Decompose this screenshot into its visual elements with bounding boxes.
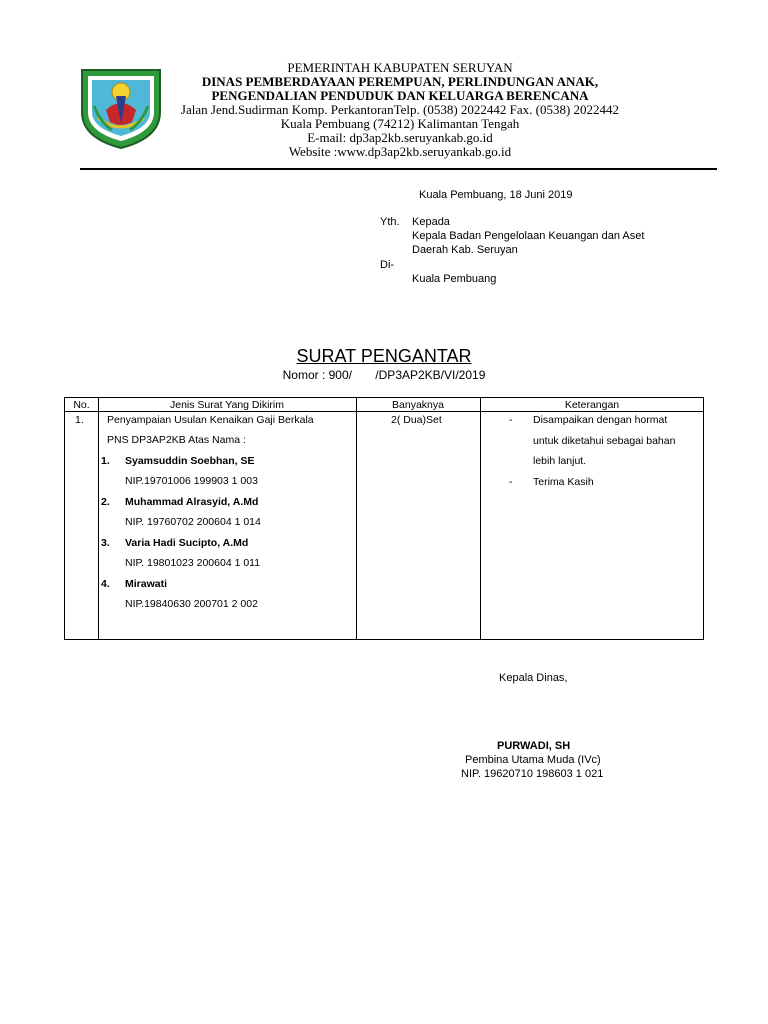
person-number: 4. [101, 578, 110, 590]
letterhead-government: PEMERINTAH KABUPATEN SERUYAN [287, 60, 513, 75]
signature-name: PURWADI, SH [497, 740, 571, 752]
jenis-line1: Penyampaian Usulan Kenaikan Gaji Berkala [107, 414, 314, 426]
letter-title: SURAT PENGANTAR [296, 346, 472, 366]
jenis-line2: PNS DP3AP2KB Atas Nama : [107, 434, 246, 446]
address-recipient-line2: Daerah Kab. Seruyan [412, 244, 518, 256]
letterhead-divider [80, 168, 717, 170]
letterhead-department-line1: DINAS PEMBERDAYAAN PEREMPUAN, PERLINDUNGAN ANAK, [201, 74, 599, 89]
keterangan-dash: - [509, 476, 513, 488]
signature-role: Kepala Dinas, [499, 672, 568, 684]
address-kepada: Kepada [412, 216, 450, 228]
person-name: Muhammad Alrasyid, A.Md [125, 496, 259, 508]
keterangan-line4: Terima Kasih [533, 476, 594, 488]
keterangan-line2: untuk diketahui sebagai bahan [533, 435, 676, 447]
signature-nip: NIP. 19620710 198603 1 021 [461, 768, 604, 780]
person-nip: NIP.19701006 199903 1 003 [125, 475, 258, 487]
dispatch-table [64, 397, 704, 640]
header-keterangan: Keterangan [564, 399, 620, 411]
letter-number: Nomor : 900/ /DP3AP2KB/VI/2019 [282, 368, 486, 382]
letterhead-email: E-mail: dp3ap2kb.seruyankab.go.id [307, 130, 493, 145]
keterangan-line3: lebih lanjut. [533, 455, 587, 467]
address-di: Di- [380, 259, 395, 271]
address-yth: Yth. [380, 216, 400, 228]
person-name: Varia Hadi Sucipto, A.Md [125, 537, 249, 549]
address-recipient-line1: Kepala Badan Pengelolaan Keuangan dan Aset [412, 230, 645, 242]
table-col-divider [356, 398, 357, 639]
person-name: Syamsuddin Soebhan, SE [125, 455, 255, 467]
header-jenis-surat: Jenis Surat Yang Dikirim [170, 399, 284, 411]
person-number: 2. [101, 496, 110, 508]
person-nip: NIP. 19760702 200604 1 014 [125, 516, 261, 528]
letterhead-street-address: Jalan Jend.Sudirman Komp. PerkantoranTelp. (0538) 2022442 Fax. (0538) 2022442 [180, 102, 620, 117]
letterhead-website: Website :www.dp3ap2kb.seruyankab.go.id [288, 144, 512, 159]
letterhead-department-line2: PENGENDALIAN PENDUDUK DAN KELUARGA BERENCANA [211, 88, 589, 103]
table-col-divider [480, 398, 481, 639]
keterangan-line1: Disampaikan dengan hormat [533, 414, 668, 426]
table-col-divider [98, 398, 99, 639]
keterangan-dash: - [509, 414, 513, 426]
table-header-divider [65, 411, 703, 412]
letter-date: Kuala Pembuang, 18 Juni 2019 [419, 189, 573, 201]
person-name: Mirawati [125, 578, 168, 590]
row-number: 1. [75, 414, 84, 426]
person-number: 3. [101, 537, 110, 549]
person-number: 1. [101, 455, 110, 467]
address-city: Kuala Pembuang [412, 273, 497, 285]
header-banyaknya: Banyaknya [392, 399, 444, 411]
person-nip: NIP.19840630 200701 2 002 [125, 598, 258, 610]
signature-rank: Pembina Utama Muda (IVc) [465, 754, 601, 766]
banyaknya-value: 2( Dua)Set [391, 414, 442, 426]
header-no: No. [73, 399, 90, 411]
person-nip: NIP. 19801023 200604 1 011 [125, 557, 261, 569]
letterhead-city: Kuala Pembuang (74212) Kalimantan Tengah [280, 116, 520, 131]
